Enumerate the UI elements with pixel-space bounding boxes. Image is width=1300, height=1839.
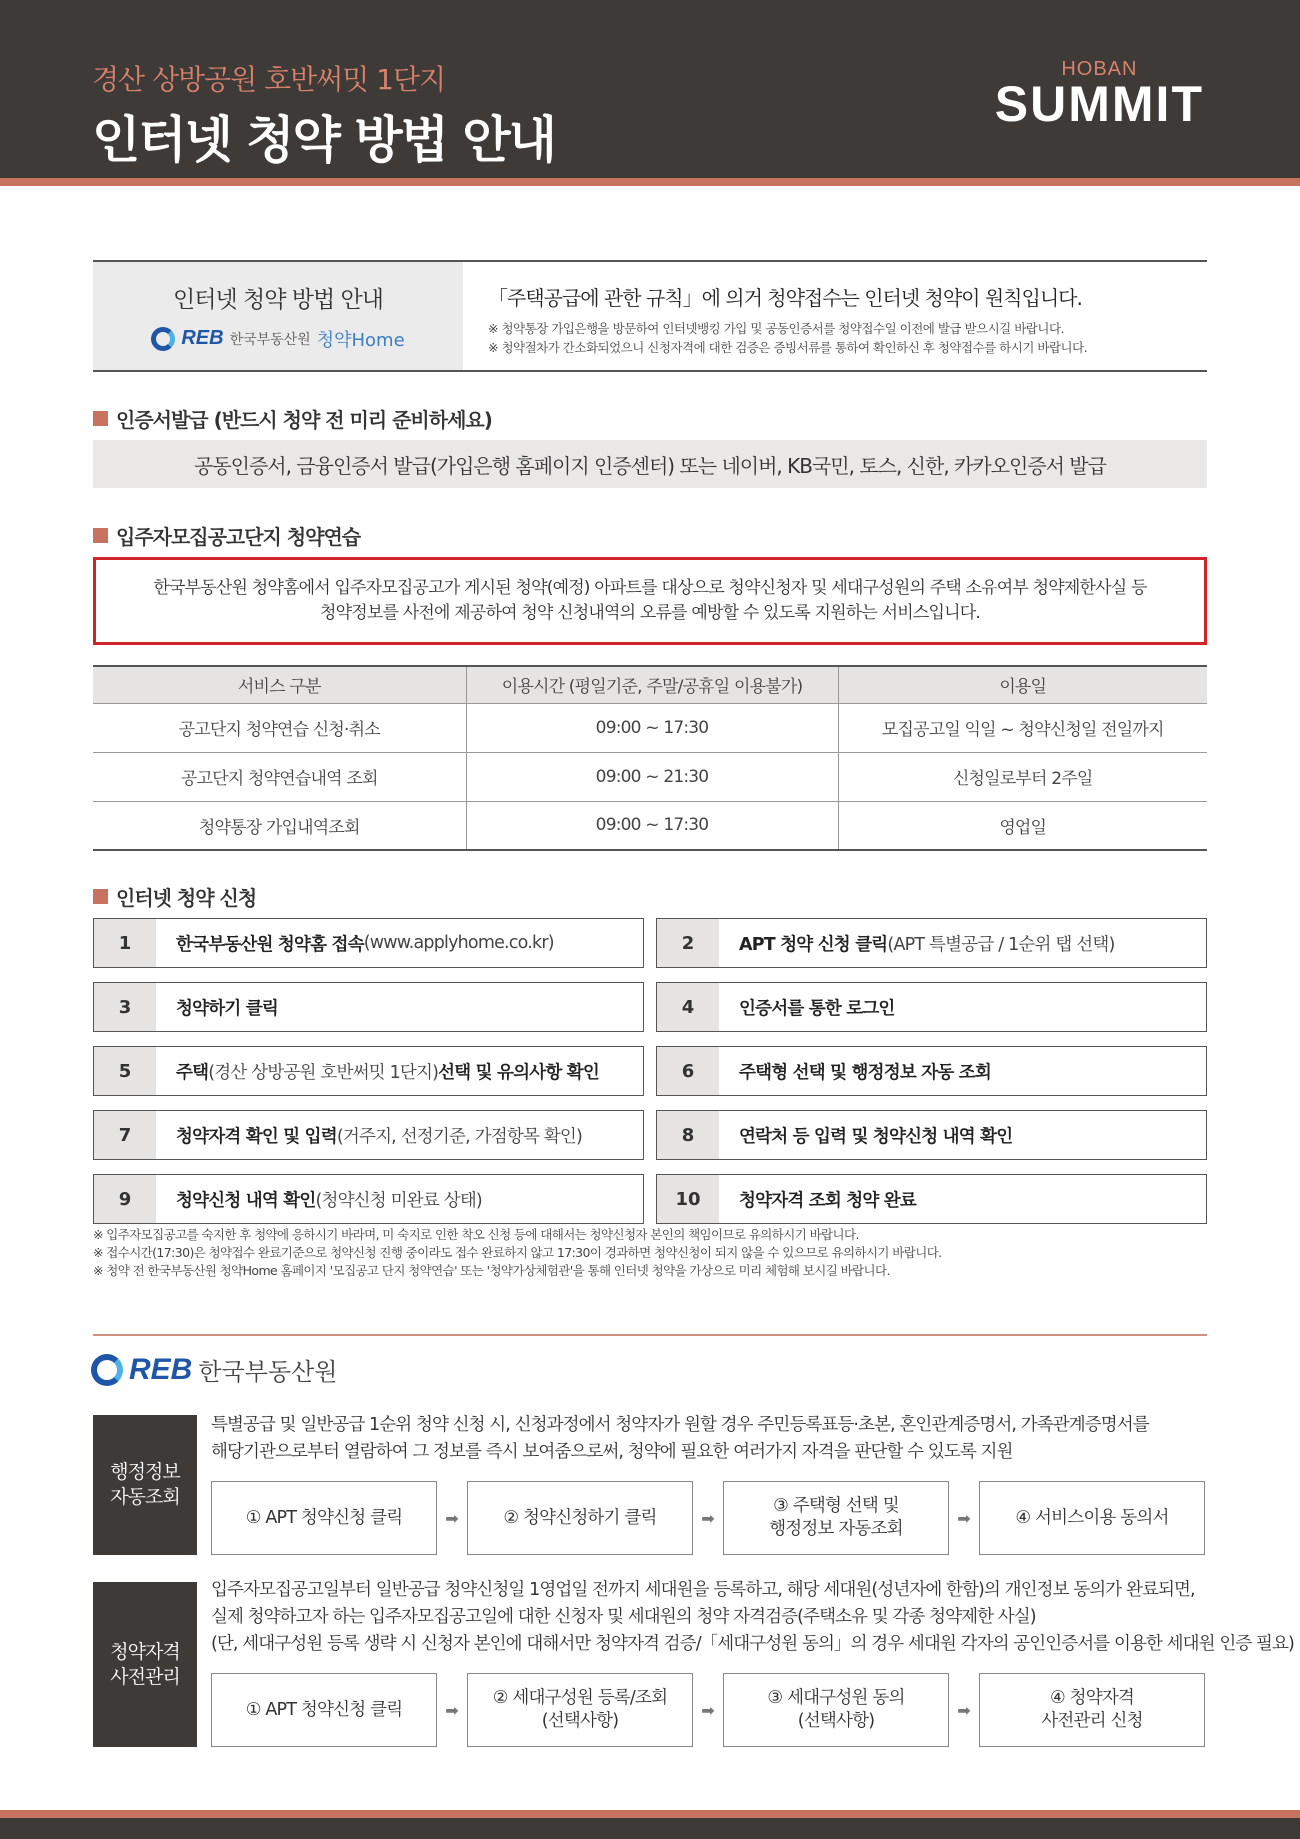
step-bold: 주택	[176, 1062, 209, 1083]
step-bold: 주택형 선택 및 행정정보 자동 조회	[739, 1062, 991, 1083]
step-text	[719, 1047, 991, 1095]
section-divider	[93, 1334, 1207, 1336]
table-cell: 모집공고일 익일 ~ 청약신청일 전일까지	[838, 703, 1207, 752]
flow-line: ④ 청약자격	[1049, 1688, 1135, 1708]
step-bold: 청약자격 조회 청약 완료	[739, 1190, 916, 1211]
step-number: 6	[657, 1047, 719, 1095]
admin-flow-step-2	[467, 1481, 693, 1555]
apply-step-10	[656, 1174, 1207, 1224]
table-cell: 공고단지 청약연습내역 조회	[93, 752, 466, 801]
brand-main: SUMMIT	[994, 76, 1204, 132]
precheck-flow-step-3	[723, 1673, 949, 1747]
reb-logo-kr: 한국부동산원	[229, 331, 311, 348]
admin-flow-step-1	[211, 1481, 437, 1555]
table-cell: 공고단지 청약연습 신청·취소	[93, 703, 466, 752]
step-bold: 청약신청 내역 확인	[176, 1190, 316, 1211]
apply-step-5	[93, 1046, 644, 1096]
cert-heading-text: 인증서발급 (반드시 청약 전 미리 준비하세요)	[116, 408, 492, 432]
flow-line: ③ 주택형 선택 및	[773, 1496, 899, 1516]
page-header	[0, 0, 1300, 178]
apply-step-4	[656, 982, 1207, 1032]
admin-description	[211, 1412, 1149, 1466]
step-bold: APT 청약 신청 클릭	[739, 934, 888, 955]
square-bullet-icon	[93, 889, 108, 904]
step-number: 10	[657, 1175, 719, 1223]
table-row	[93, 801, 1207, 850]
step-text	[156, 1111, 582, 1159]
apply-heading	[93, 882, 256, 911]
intro-right	[463, 262, 1207, 370]
step-normal: (거주지, 선정기준, 가점항목 확인)	[336, 1126, 583, 1147]
apply-step-3	[93, 982, 644, 1032]
apply-steps-grid	[93, 918, 1207, 1224]
step-bold: 연락처 등 입력 및 청약신청 내역 확인	[739, 1126, 1013, 1147]
step-text	[156, 983, 278, 1031]
step-normal: (APT 특별공급 / 1순위 탭 선택)	[887, 934, 1115, 955]
table-row	[93, 752, 1207, 801]
applyhome-logo	[151, 326, 404, 352]
intro-left	[93, 262, 463, 370]
admin-flow-step-4	[979, 1481, 1205, 1555]
apply-step-2	[656, 918, 1207, 968]
step-bold: 한국부동산원 청약홈 접속	[176, 934, 364, 955]
intro-left-title: 인터넷 청약 방법 안내	[173, 286, 383, 313]
precheck-label-line-2: 사전관리	[110, 1665, 180, 1688]
reb-logo	[91, 1352, 337, 1387]
step-text	[156, 1175, 482, 1223]
page-footer	[0, 1818, 1300, 1839]
step-number: 3	[94, 983, 156, 1031]
table-cell: 청약통장 가입내역조회	[93, 801, 466, 850]
practice-heading	[93, 521, 360, 550]
table-cell: 영업일	[838, 801, 1207, 850]
apply-note-1: ※ 입주자모집공고를 숙지한 후 청약에 응하시기 바라며, 미 숙지로 인한 착오 신청 등에 대해서는 청약신청자 본인의 책임이므로 유의하시기 바랍니다.	[93, 1227, 859, 1242]
apply-note-3: ※ 청약 전 한국부동산원 청약Home 홈페이지 '모집공고 단지 청약연습' 또는 '청약가상체험관'을 통해 인터넷 청약을 가상으로 미리 체험해 보시길 바랍니다.	[93, 1263, 890, 1278]
admin-flow	[211, 1481, 1207, 1555]
precheck-description	[211, 1577, 1294, 1658]
flow-line: ③ 세대구성원 동의	[767, 1688, 905, 1708]
flow-line: 행정정보 자동조회	[769, 1519, 903, 1539]
precheck-flow-step-4	[979, 1673, 1205, 1747]
step-text	[719, 1175, 916, 1223]
step-number: 9	[94, 1175, 156, 1223]
precheck-text-1: 입주자모집공고일부터 일반공급 청약신청일 1영업일 전까지 세대원을 등록하고, 해당 세대원(성년자에 한함)의 개인정보 동의가 완료되면,	[211, 1580, 1195, 1600]
flow-line: ④ 서비스이용 동의서	[1015, 1507, 1169, 1528]
precheck-flow-step-1	[211, 1673, 437, 1747]
apply-step-9	[93, 1174, 644, 1224]
intro-note-2: ※ 청약절차가 간소화되었으니 신청자격에 대한 검증은 증빙서류를 통하여 확인하신 후 청약접수를 하시기 바랍니다.	[488, 340, 1088, 355]
precheck-text-2: 실제 청약하고자 하는 입주자모집공고일에 대한 신청자 및 세대원의 청약 자격검증(주택소유 및 각종 청약제한 사실)	[211, 1607, 1036, 1627]
intro-note-1: ※ 청약통장 가입은행을 방문하여 인터넷뱅킹 가입 및 공동인증서를 청약접수일 이전에 발급 받으시길 바랍니다.	[488, 321, 1065, 336]
cert-heading	[93, 404, 492, 433]
admin-text-2: 해당기관으로부터 열람하여 그 정보를 즉시 보여줌으로써, 청약에 필요한 여러가지 자격을 판단할 수 있도록 지원	[211, 1442, 1013, 1462]
flow-line: (선택사항)	[541, 1711, 619, 1731]
arrow-right-icon: ➡	[957, 1700, 971, 1720]
step-bold: 인증서를 통한 로그인	[739, 998, 895, 1019]
apply-step-1	[93, 918, 644, 968]
step-number: 4	[657, 983, 719, 1031]
arrow-right-icon: ➡	[701, 1508, 715, 1528]
page-title: 인터넷 청약 방법 안내	[92, 111, 555, 169]
apply-note-2: ※ 접수시간(17:30)은 청약접수 완료기준으로 청약신청 진행 중이라도 접수 완료하지 않고 17:30이 경과하면 청약신청이 되지 않을 수 있으므로 유의하시기 바랍니다.	[93, 1245, 942, 1260]
table-cell: 09:00 ~ 17:30	[466, 703, 838, 752]
step-normal: (청약신청 미완료 상태)	[315, 1190, 482, 1211]
flow-line: ② 청약신청하기 클릭	[503, 1507, 657, 1528]
intro-box	[93, 260, 1207, 372]
step-bold: 선택 및 유의사항 확인	[438, 1062, 599, 1083]
admin-label	[93, 1415, 197, 1555]
step-number: 5	[94, 1047, 156, 1095]
step-number: 1	[94, 919, 156, 967]
table-cell: 09:00 ~ 17:30	[466, 801, 838, 850]
flow-line: (선택사항)	[797, 1711, 875, 1731]
footer-stripe	[0, 1810, 1300, 1818]
precheck-flow	[211, 1673, 1207, 1747]
practice-heading-text: 입주자모집공고단지 청약연습	[116, 525, 361, 549]
step-number: 2	[657, 919, 719, 967]
precheck-text-3: (단, 세대구성원 등록 생략 시 신청자 본인에 대해서만 청약자격 검증/「세대구성원 동의」의 경우 세대원 각자의 공인인증서를 이용한 세대원 인증 필요)	[211, 1634, 1294, 1654]
precheck-label	[93, 1582, 197, 1747]
table-header: 서비스 구분	[93, 666, 466, 703]
step-text	[156, 919, 554, 967]
apply-notes	[93, 1226, 942, 1280]
header-stripe	[0, 178, 1300, 186]
step-number: 7	[94, 1111, 156, 1159]
precheck-label-line-1: 청약자격	[110, 1640, 180, 1663]
reb-logo-icon	[91, 1354, 123, 1386]
step-normal: (www.applyhome.co.kr)	[363, 933, 554, 953]
table-header-row	[93, 666, 1207, 703]
cert-info-bar: 공동인증서, 금융인증서 발급(가입은행 홈페이지 인증센터) 또는 네이버, KB국민, 토스, 신한, 카카오인증서 발급	[93, 440, 1207, 488]
arrow-right-icon: ➡	[701, 1700, 715, 1720]
arrow-right-icon: ➡	[445, 1700, 459, 1720]
admin-label-line-1: 행정정보	[110, 1461, 180, 1483]
table-cell: 신청일로부터 2주일	[838, 752, 1207, 801]
reb-logo-kr: 한국부동산원	[198, 1358, 338, 1386]
practice-description-box	[93, 557, 1207, 645]
table-row	[93, 703, 1207, 752]
table-header: 이용시간 (평일기준, 주말/공휴일 이용불가)	[466, 666, 838, 703]
admin-flow-step-3	[723, 1481, 949, 1555]
step-bold: 청약하기 클릭	[176, 998, 278, 1019]
step-text	[719, 983, 895, 1031]
step-number: 8	[657, 1111, 719, 1159]
reb-logo-text: REB	[181, 327, 224, 349]
reb-logo-text: REB	[129, 1352, 193, 1386]
step-text	[719, 1111, 1012, 1159]
flow-line: ① APT 청약신청 클릭	[245, 1507, 403, 1528]
step-text	[719, 919, 1114, 967]
precheck-flow-step-2	[467, 1673, 693, 1747]
service-table	[93, 665, 1207, 851]
admin-text-1: 특별공급 및 일반공급 1순위 청약 신청 시, 신청과정에서 청약자가 원할 경우 주민등록표등·초본, 혼인관계증명서, 가족관계증명서를	[211, 1415, 1149, 1435]
apply-step-8	[656, 1110, 1207, 1160]
table-cell: 09:00 ~ 21:30	[466, 752, 838, 801]
apply-heading-text: 인터넷 청약 신청	[116, 886, 257, 910]
step-normal: (경산 상방공원 호반써밋 1단지)	[208, 1062, 439, 1083]
arrow-right-icon: ➡	[957, 1508, 971, 1528]
intro-main-text: 「주택공급에 관한 규칙」에 의거 청약접수는 인터넷 청약이 원칙입니다.	[488, 286, 1082, 310]
flow-line: 사전관리 신청	[1041, 1711, 1143, 1731]
apply-step-7	[93, 1110, 644, 1160]
apply-step-6	[656, 1046, 1207, 1096]
step-text	[156, 1047, 599, 1095]
brand-logo	[994, 58, 1204, 132]
table-header: 이용일	[838, 666, 1207, 703]
practice-line-2: 청약정보를 사전에 제공하여 청약 신청내역의 오류를 예방할 수 있도록 지원하는 서비스입니다.	[320, 603, 980, 623]
admin-label-line-2: 자동조회	[110, 1486, 180, 1508]
arrow-right-icon: ➡	[445, 1508, 459, 1528]
flow-line: ① APT 청약신청 클릭	[245, 1699, 403, 1720]
flow-line: ② 세대구성원 등록/조회	[492, 1688, 668, 1708]
step-bold: 청약자격 확인 및 입력	[176, 1126, 337, 1147]
reb-logo-icon	[151, 327, 175, 351]
brand-top: HOBAN	[1061, 58, 1138, 80]
applyhome-logo-text: 청약Home	[316, 329, 405, 351]
practice-line-1: 한국부동산원 청약홈에서 입주자모집공고가 게시된 청약(예정) 아파트를 대상으로 청약신청자 및 세대구성원의 주택 소유여부 청약제한사실 등	[153, 578, 1147, 598]
square-bullet-icon	[93, 411, 108, 426]
header-subtitle: 경산 상방공원 호반써밋 1단지	[92, 63, 446, 96]
square-bullet-icon	[93, 528, 108, 543]
